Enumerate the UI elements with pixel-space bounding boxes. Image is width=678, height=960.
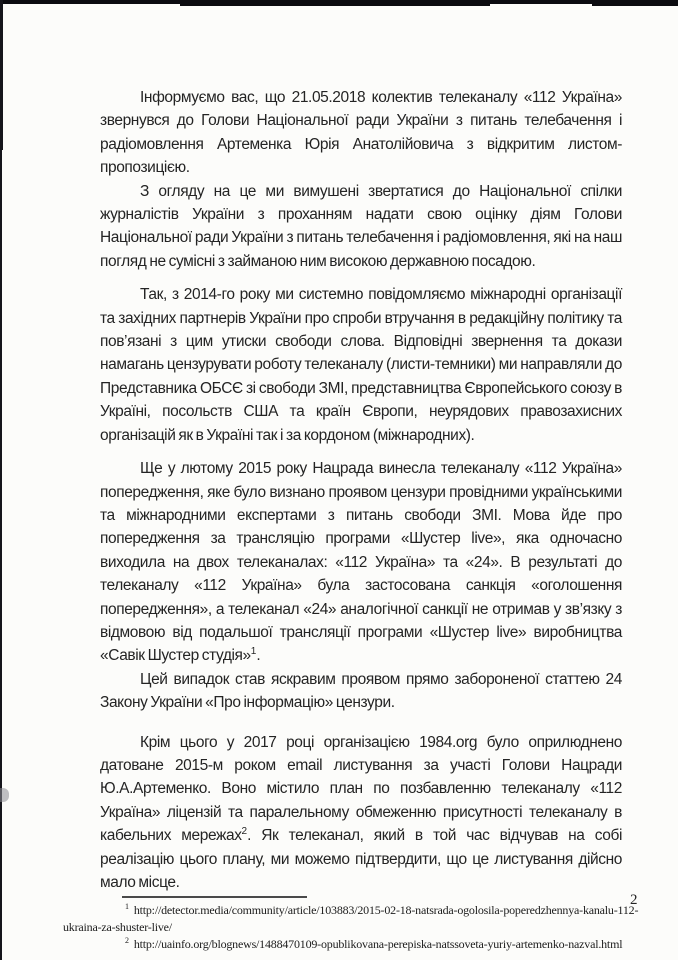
footnote-1-marker: 1 <box>125 902 129 912</box>
footnote-2-url: http://uainfo.org/blognews/1488470109-opublikovana-perepiska-natssoveta-yuriy-artemenko-nazval.html <box>133 937 623 952</box>
paragraph-group-warning <box>100 457 622 714</box>
scan-edge-top-chunk <box>180 0 490 6</box>
paragraph-4-tail: . <box>256 647 261 665</box>
footnote-separator <box>122 896 307 898</box>
paragraph-2: З огляду на це ми вимушені звертатися до Національної спілки журналістів України з проханням надати свою оцінку діям Голови Національної ради України з питань телебачення і радіомовлення, які на наш погляд не сумісні з займаною ним високою державною посадою. <box>100 182 622 270</box>
paragraph-6-tail: . Як телеканал, який в той час відчував на собі реалізацію цього плану, ми можемо підтвердити, що це листування дійсно мало місце. <box>100 827 622 891</box>
scan-edge-smudge <box>0 788 9 802</box>
footnote-2-marker: 2 <box>125 936 129 946</box>
footnote-1 <box>63 902 655 936</box>
footnotes-area <box>63 896 655 953</box>
paragraph-4 <box>100 457 622 668</box>
paragraph-3: Так, з 2014-го року ми системно повідомляємо міжнародні організації та західних партнерів України про спроби втручання в редакційну політику та пов’язані з цим утиски свободи слова. Відповідні звернення та докази намагань цензурувати роботу телеканалу (листи-темники) ми направляли до Представника ОБСЄ зі свободи ЗМІ, представництва Європейського союзу в Україні, посольств США та країн Європи, неурядових правозахисних організацій як в Україні так і за кордоном (міжнародних). <box>100 286 622 444</box>
paragraph-1: Інформуємо вас, що 21.05.2018 колектив телеканалу «112 Україна» звернувся до Голови Національної ради України з питань телебачення і радіомовлення Артеменка Юрія Анатолійовича з відкритим листом-пропозицією. <box>100 89 622 177</box>
footnote-1-url: http://detector.media/community/article/103883/2015-02-18-natsrada-ogolosila-poperedzhennya-kanalu-112-ukraina-za-shuster-live/ <box>63 903 639 935</box>
paragraph-group-history <box>100 283 622 447</box>
paragraph-5: Цей випадок став яскравим проявом прямо забороненої статтею 24 Закону України «Про інформацію» цензури. <box>100 670 622 712</box>
footnote-ref-2: 2 <box>241 826 248 838</box>
footnote-ref-1: 1 <box>250 646 257 658</box>
page-number: 2 <box>630 892 638 908</box>
scan-edge-left-top <box>0 0 3 150</box>
letter-body <box>63 86 639 953</box>
paragraph-6-lead: Крім цього у 2017 році організацією 1984.org було оприлюднено датоване 2015-м роком email листування за участі Голови Нацради Ю.А.Артеменко. Воно містило план по позбавленню телеканалу «112 Україна» ліцензій та паралельному обмеженню присутності телеканалу в кабельних мережах <box>100 733 622 845</box>
footnote-2 <box>63 936 655 953</box>
paragraph-4-text: Ще у лютому 2015 року Нацрада винесла телеканалу «112 Україна» попередження, яке було визнано проявом цензури провідними українськими та міжнародними експертами з питань свободи ЗМІ. Мова йде про попередження за трансляцію програми «Шустер live», яка одночасно виходила на двох телеканалах: «112 Україна» та «24». В результаті до телеканалу «112 Україна» була застосована санкція «оголошення попередження», а телеканал «24» аналогічної санкції не отримав у зв’язку з відмовою від подальшої трансляції програми «Шустер live» виробництва «Савік Шустер студія» <box>100 460 622 665</box>
scan-edge-top-right-chunk <box>592 0 678 6</box>
paragraph-group-emails <box>100 731 622 895</box>
paragraph-group-intro <box>100 86 622 273</box>
paragraph-6 <box>100 731 622 895</box>
